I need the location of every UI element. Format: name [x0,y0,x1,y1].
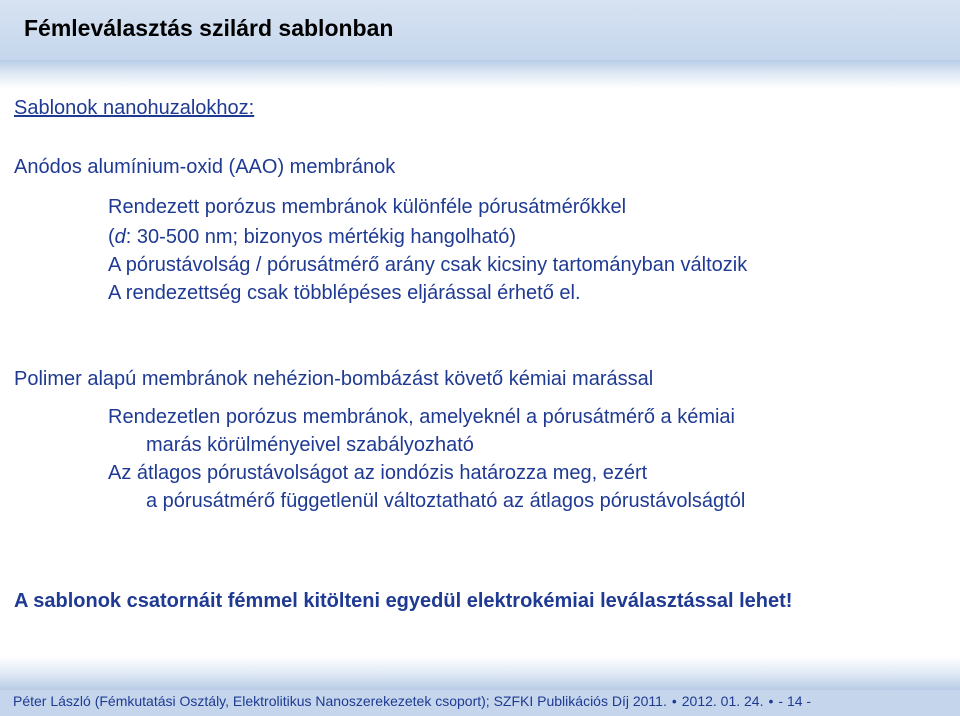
aao-item-ordered-pores: Rendezett porózus membránok különféle pórusátmérőkkel [108,196,627,218]
aao-item-diameter-text: : 30-500 nm; bizonyos mértékig hangolható) [125,226,517,248]
polymer-heading: Polimer alapú membránok nehézion-bombázást követő kémiai marással [14,368,654,390]
footer-bullet-2: • [768,693,774,709]
aao-item-diameter-range [108,226,516,249]
slide-title: Fémleválasztás szilárd sablonban [24,15,394,41]
footer-bullet-1: • [671,693,677,709]
footer-page-number: - 14 - [778,693,812,709]
diameter-variable: d [114,226,126,248]
title-separator [0,60,960,88]
conclusion: A sablonok csatornáit fémmel kitölteni egyedül elektrokémiai leválasztással lehet! [14,590,793,612]
polymer-item-disordered-line1: Rendezetlen porózus membránok, amelyeknél a pórusátmérő a kémiai [108,406,735,428]
footer [13,693,811,709]
footer-author: Péter László (Fémkutatási Osztály, Elektrolitikus Nanoszerekezetek csoport); SZFKI Publikációs Díj 2011. [13,693,667,709]
aao-heading: Anódos alumínium-oxid (AAO) membránok [14,156,396,178]
footer-date: 2012. 01. 24. [681,693,764,709]
section-heading: Sablonok nanohuzalokhoz: [14,97,255,119]
aao-item-ratio: A pórustávolság / pórusátmérő arány csak kicsiny tartományban változik [108,254,748,276]
footer-separator [0,656,960,690]
title-bar [0,0,960,60]
aao-item-multistep: A rendezettség csak többlépéses eljárással érhető el. [108,282,581,304]
polymer-item-disordered-line2: marás körülményeivel szabályozható [146,434,474,456]
polymer-item-iondose-line2: a pórusátmérő függetlenül változtatható az átlagos pórustávolságtól [146,490,746,512]
polymer-item-iondose-line1: Az átlagos pórustávolságot az iondózis határozza meg, ezért [108,462,648,484]
aao-item-paren: ( [108,226,115,248]
